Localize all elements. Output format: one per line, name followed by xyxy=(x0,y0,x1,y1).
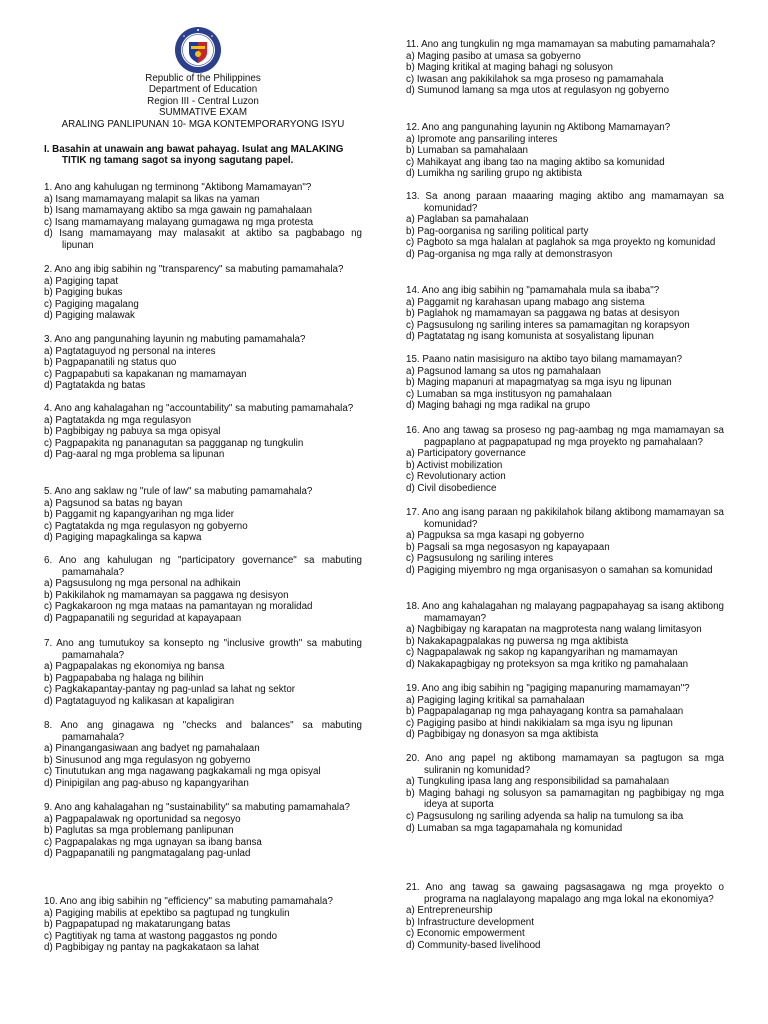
question-20 xyxy=(406,753,724,834)
question-text: 16. Ano ang tawag sa proseso ng pag-aambag ng mga mamamayan sa pagpaplano at pagpapatupad ng mga proyekto ng pamahalaan? xyxy=(406,425,724,448)
answer-option: d) Pagiging mapagkalinga sa kapwa xyxy=(44,532,202,544)
question-10 xyxy=(44,896,362,954)
question-19 xyxy=(406,683,724,741)
question-text: 18. Ano ang kahalagahan ng malayang pagpapahayag sa isang aktibong mamamayan? xyxy=(406,601,724,624)
question-text: 8. Ano ang ginagawa ng "checks and balances" sa mabuting pamamahala? xyxy=(44,720,362,743)
header-department: Department of Education xyxy=(148,84,258,96)
answer-option: a) Pagsunod sa batas ng bayan xyxy=(44,497,183,509)
answer-option: c) Pagpapabuti sa kapakanan ng mamamayan xyxy=(44,368,247,380)
answer-option: a) Pagpapalakas ng ekonomiya ng bansa xyxy=(44,661,225,673)
header-region: Region III - Central Luzon xyxy=(147,95,259,107)
question-7 xyxy=(44,638,362,708)
answer-option: b) Nakakapagpalakas ng puwersa ng mga aktibista xyxy=(406,635,629,647)
answer-option: a) Pagiging laging kritikal sa pamahalaan xyxy=(406,694,585,706)
question-text: 15. Paano natin masisiguro na aktibo tayo bilang mamamayan? xyxy=(406,354,683,365)
answer-option: b) Infrastructure development xyxy=(406,916,534,928)
question-16 xyxy=(406,425,724,495)
answer-option: c) Isang mamamayang malayang gumagawa ng mga protesta xyxy=(44,216,314,228)
answer-option: b) Pagpapababa ng halaga ng bilihin xyxy=(44,672,204,684)
question-17 xyxy=(406,507,724,577)
question-12 xyxy=(406,122,724,180)
answer-option: c) Revolutionary action xyxy=(406,471,506,483)
answer-option: d) Lumaban sa mga tagapamahala ng komunidad xyxy=(406,822,623,834)
answer-option: d) Lumikha ng sariling grupo ng aktibista xyxy=(406,168,582,180)
answer-option: c) Pagboto sa mga halalan at paglahok sa mga proyekto ng komunidad xyxy=(406,237,716,249)
question-text: 3. Ano ang pangunahing layunin ng mabuting pamamahala? xyxy=(44,334,306,345)
answer-option: d) Maging bahagi ng mga radikal na grupo xyxy=(406,400,591,412)
question-6 xyxy=(44,555,362,625)
question-14 xyxy=(406,285,724,343)
answer-option: c) Pagpapalakas ng mga ugnayan sa ibang bansa xyxy=(44,836,262,848)
answer-option: c) Nagpapalawak ng sakop ng kapangyarihan ng mamamayan xyxy=(406,647,678,659)
answer-option: c) Economic empowerment xyxy=(406,928,525,940)
answer-option: c) Pagsusulong ng sariling adyenda sa halip na tumulong sa iba xyxy=(406,810,684,822)
answer-option: a) Entrepreneurship xyxy=(406,905,493,917)
question-11 xyxy=(406,39,724,97)
answer-option: c) Lumaban sa mga institusyon ng pamahalaan xyxy=(406,388,612,400)
question-text: 2. Ano ang ibig sabihin ng "transparency" sa mabuting pamamahala? xyxy=(44,264,344,275)
answer-option: c) Pagtatakda ng mga regulasyon ng gobyerno xyxy=(44,520,248,532)
answer-option: b) Pag-oorganisa ng sariling political party xyxy=(406,225,589,237)
answer-option: b) Paglutas sa mga problemang panlipunan xyxy=(44,825,234,837)
answer-option: a) Pagtatakda ng mga regulasyon xyxy=(44,414,192,426)
answer-option: c) Pagsusulong ng sariling interes sa pamamagitan ng korapsyon xyxy=(406,319,690,331)
question-text: 21. Ano ang tawag sa gawaing pagsasagawa ng mga proyekto o programa na naglalayong mapalago ang mga lokal na ekonomiya? xyxy=(406,882,724,905)
answer-option: b) Pakikilahok ng mamamayan sa paggawa ng desisyon xyxy=(44,589,289,601)
answer-option: a) Pagsusulong ng mga personal na adhikain xyxy=(44,578,241,590)
question-21 xyxy=(406,882,724,952)
answer-option: b) Pagbibigay ng pabuya sa mga opisyal xyxy=(44,426,221,438)
answer-option: b) Maging mapanuri at mapagmatyag sa mga isyu ng lipunan xyxy=(406,377,672,389)
answer-option: d) Pagtatatag ng isang komunista at sosyalistang lipunan xyxy=(406,331,654,343)
answer-option: b) Lumaban sa pamahalaan xyxy=(406,145,529,157)
answer-option: d) Pinipigilan ang pag-abuso ng kapangyarihan xyxy=(44,777,249,789)
answer-option: b) Isang mamamayang aktibo sa mga gawain ng pamahalaan xyxy=(44,205,312,217)
answer-option: d) Civil disobedience xyxy=(406,482,497,494)
answer-option: d) Isang mamamayang may malasakit at aktibo sa pagbabago ng lipunan xyxy=(44,228,362,251)
question-text: 13. Sa anong paraan maaaring maging aktibo ang mamamayan sa komunidad? xyxy=(406,191,724,214)
answer-option: d) Pagtatakda ng batas xyxy=(44,380,146,392)
header-subject: ARALING PANLIPUNAN 10- MGA KONTEMPORARYONG ISYU xyxy=(61,118,345,130)
answer-option: a) Ipromote ang pansariling interes xyxy=(406,133,558,145)
answer-option: c) Iwasan ang pakikilahok sa mga proseso ng pamamahala xyxy=(406,73,664,85)
answer-option: a) Nagbibigay ng karapatan na magprotesta nang walang limitasyon xyxy=(406,624,702,636)
answer-option: d) Pagbibigay ng donasyon sa mga aktibista xyxy=(406,729,599,741)
answer-option: c) Pagpapakita ng pananagutan sa paggganap ng tungkulin xyxy=(44,437,304,449)
header-exam: SUMMATIVE EXAM xyxy=(159,107,247,119)
question-9 xyxy=(44,802,362,860)
question-text: 17. Ano ang isang paraan ng pakikilahok bilang aktibong mamamayan sa komunidad? xyxy=(406,507,724,530)
answer-option: a) Pagpapalawak ng oportunidad sa negosyo xyxy=(44,813,241,825)
question-text: 20. Ano ang papel ng aktibong mamamayan sa pagtugon sa mga suliranin ng komunidad? xyxy=(406,753,724,776)
question-text: 11. Ano ang tungkulin ng mga mamamayan sa mabuting pamamahala? xyxy=(406,39,716,50)
answer-option: a) Pinangangasiwaan ang badyet ng pamahalaan xyxy=(44,743,260,755)
answer-option: a) Maging pasibo at umasa sa gobyerno xyxy=(406,50,581,62)
answer-option: a) Isang mamamayang malapit sa likas na yaman xyxy=(44,193,260,205)
answer-option: a) Pagiging mabilis at epektibo sa pagtupad ng tungkulin xyxy=(44,907,290,919)
header-country: Republic of the Philippines xyxy=(145,73,261,84)
answer-option: d) Pagiging miyembro ng mga organisasyon o samahan sa komunidad xyxy=(406,564,713,576)
question-1 xyxy=(44,182,362,252)
question-text: 9. Ano ang kahalagahan ng "sustainability" sa mabuting pamamahala? xyxy=(44,802,350,813)
answer-option: b) Maging bahagi ng solusyon sa pamamagitan ng pagbibigay ng mga ideya at suporta xyxy=(406,787,724,811)
answer-option: b) Paggamit ng kapangyarihan ng mga lider xyxy=(44,509,235,521)
answer-option: b) Maging kritikal at maging bahagi ng solusyon xyxy=(406,62,613,74)
question-text: 5. Ano ang saklaw ng "rule of law" sa mabuting pamamahala? xyxy=(44,486,313,497)
answer-option: b) Pagpapalaganap ng mga pahayagang kontra sa pamahalaan xyxy=(406,706,684,718)
answer-option: b) Activist mobilization xyxy=(406,459,503,471)
question-2 xyxy=(44,264,362,322)
answer-option: b) Pagiging bukas xyxy=(44,287,123,299)
question-text: 7. Ano ang tumutukoy sa konsepto ng "inclusive growth" sa mabuting pamamahala? xyxy=(44,638,362,661)
question-4 xyxy=(44,403,362,461)
answer-option: c) Pagiging magalang xyxy=(44,298,139,310)
answer-option: b) Paglahok ng mamamayan sa paggawa ng batas at desisyon xyxy=(406,308,680,320)
answer-option: c) Pagtitiyak ng tama at wastong paggastos ng pondo xyxy=(44,930,278,942)
answer-option: a) Pagsunod lamang sa utos ng pamahalaan xyxy=(406,365,601,377)
answer-option: b) Sinusunod ang mga regulasyon ng gobyerno xyxy=(44,754,251,766)
question-13 xyxy=(406,191,724,261)
question-text: 6. Ano ang kahulugan ng "participatory governance" sa mabuting pamamahala? xyxy=(44,555,362,578)
answer-option: d) Sumunod lamang sa mga utos at regulasyon ng gobyerno xyxy=(406,85,670,97)
answer-option: c) Pagkakapantay-pantay ng pag-unlad sa lahat ng sektor xyxy=(44,684,296,696)
question-8 xyxy=(44,720,362,790)
question-text: 12. Ano ang pangunahing layunin ng Aktibong Mamamayan? xyxy=(406,122,671,133)
deped-seal-logo xyxy=(174,26,222,74)
question-text: 1. Ano ang kahulugan ng terminong "Aktibong Mamamayan"? xyxy=(44,182,312,193)
answer-option: d) Pagbibigay ng pantay na pagkakataon sa lahat xyxy=(44,942,260,954)
answer-option: a) Paggamit ng karahasan upang mabago ang sistema xyxy=(406,296,645,308)
document-header xyxy=(44,73,362,130)
answer-option: d) Pagpapanatili ng pangmatagalang pag-unlad xyxy=(44,848,251,860)
answer-option: b) Pagpapanatili ng status quo xyxy=(44,357,177,369)
answer-option: a) Paglaban sa pamahalaan xyxy=(406,214,529,226)
answer-option: d) Community-based livelihood xyxy=(406,939,541,951)
answer-option: d) Pagtataguyod ng kalikasan at kapaligiran xyxy=(44,695,235,707)
answer-option: c) Pagsusulong ng sariling interes xyxy=(406,553,554,565)
question-3 xyxy=(44,334,362,392)
answer-option: c) Tinututukan ang mga nagawang pagkakamali ng mga opisyal xyxy=(44,766,321,778)
instruction xyxy=(44,144,362,167)
question-text: 10. Ano ang ibig sabihin ng "efficiency" sa mabuting pamamahala? xyxy=(44,896,333,907)
question-5 xyxy=(44,486,362,544)
answer-option: d) Pagiging malawak xyxy=(44,310,135,322)
answer-option: d) Pag-organisa ng mga rally at demonstrasyon xyxy=(406,248,613,260)
answer-option: d) Pag-aaral ng mga problema sa lipunan xyxy=(44,449,225,461)
instruction-line1: I. Basahin at unawain ang bawat pahayag. Isulat ang MALAKING xyxy=(44,144,344,155)
answer-option: a) Pagiging tapat xyxy=(44,275,119,287)
question-text: 19. Ano ang ibig sabihin ng "pagiging mapanuring mamamayan"? xyxy=(406,683,690,694)
answer-option: a) Participatory governance xyxy=(406,448,526,460)
question-text: 14. Ano ang ibig sabihin ng "pamamahala mula sa ibaba"? xyxy=(406,285,660,296)
answer-option: a) Tungkuling ipasa lang ang responsibilidad sa pamahalaan xyxy=(406,776,670,788)
answer-option: c) Mahikayat ang ibang tao na maging aktibo sa komunidad xyxy=(406,156,665,168)
answer-option: b) Pagsali sa mga negosasyon ng kapayapaan xyxy=(406,541,610,553)
answer-option: c) Pagkakaroon ng mga mataas na pamantayan ng moralidad xyxy=(44,601,313,613)
question-text: 4. Ano ang kahalagahan ng "accountability" sa mabuting pamamahala? xyxy=(44,403,354,414)
question-15 xyxy=(406,354,724,412)
answer-option: c) Pagiging pasibo at hindi nakikialam sa mga isyu ng lipunan xyxy=(406,717,673,729)
answer-option: a) Pagpuksa sa mga kasapi ng gobyerno xyxy=(406,530,585,542)
answer-option: b) Pagpapatupad ng makatarungang batas xyxy=(44,919,231,931)
instruction-line2: TITIK ng tamang sagot sa inyong sagutang papel. xyxy=(62,155,294,167)
answer-option: a) Pagtataguyod ng personal na interes xyxy=(44,345,216,357)
answer-option: d) Nakakapagbigay ng proteksyon sa mga kritiko ng pamahalaan xyxy=(406,658,689,670)
answer-option: d) Pagpapanatili ng seguridad at kapayapaan xyxy=(44,612,242,624)
question-18 xyxy=(406,601,724,671)
